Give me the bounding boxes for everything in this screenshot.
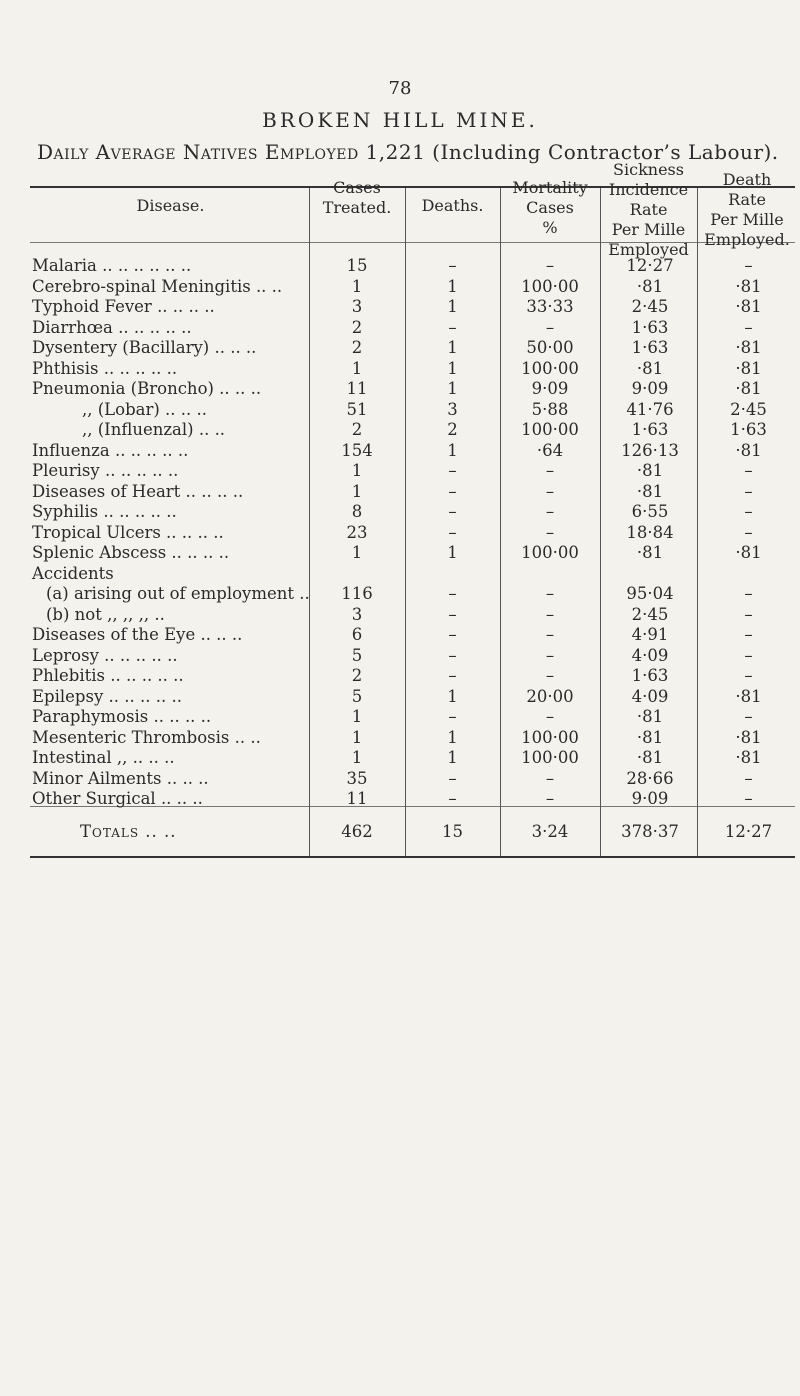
table-row [32, 646, 797, 667]
deaths-cell: – [448, 481, 457, 501]
disease-cell: (b) not ,, ,, ,, .. [46, 604, 165, 624]
sickness-rate-cell: 1·63 [631, 317, 669, 337]
table-row [32, 666, 797, 687]
header-sickness-line: Per Mille [611, 220, 686, 239]
cases-cell: 1 [351, 481, 363, 501]
sickness-rate-cell: 12·27 [626, 256, 674, 275]
header-cases [309, 178, 405, 218]
death-rate-cell: 2·45 [730, 399, 767, 419]
disease-cell: Malaria .. .. .. .. .. .. [32, 256, 192, 275]
death-rate-cell: – [744, 666, 753, 685]
cases-cell: 3 [351, 604, 363, 624]
death-rate-cell [700, 564, 797, 585]
disease-cell: Accidents [32, 563, 114, 583]
sickness-rate-cell: ·81 [636, 276, 664, 296]
cases-cell: 6 [351, 625, 363, 644]
death-rate-cell: – [744, 768, 753, 788]
table-row [32, 277, 797, 298]
table-row [32, 400, 797, 421]
header-death-rate [697, 170, 797, 250]
table-row [32, 256, 797, 277]
mortality-cell: 100·00 [521, 358, 579, 378]
disease-table [32, 256, 797, 810]
death-rate-cell: ·81 [735, 358, 762, 378]
bottom-rule [30, 856, 795, 858]
header-mortality [500, 178, 600, 238]
mortality-cell: – [545, 481, 555, 501]
disease-cell: Minor Ailments .. .. .. [32, 768, 209, 788]
disease-cell: Diseases of the Eye .. .. .. [32, 625, 243, 644]
cases-cell: 5 [351, 645, 363, 665]
table-row [32, 441, 797, 462]
sickness-rate-cell: 126·13 [621, 440, 679, 460]
sickness-rate-cell: 1·63 [631, 420, 669, 439]
disease-cell: Dysentery (Bacillary) .. .. .. [32, 338, 257, 357]
death-rate-cell: ·81 [735, 276, 762, 296]
mortality-cell: 9·09 [531, 379, 569, 398]
cases-cell: 1 [351, 707, 363, 726]
cases-cell: 1 [351, 358, 363, 378]
sickness-rate-cell: 4·09 [631, 686, 669, 706]
cases-cell: 51 [346, 399, 368, 419]
disease-cell: ,, (Lobar) .. .. .. [82, 399, 207, 419]
table-row [32, 543, 797, 564]
mortality-cell: – [545, 707, 555, 726]
table-row [32, 359, 797, 380]
disease-cell: Typhoid Fever .. .. .. .. [32, 297, 215, 316]
deaths-cell: – [448, 768, 457, 788]
sickness-rate-cell: ·81 [636, 481, 664, 501]
sickness-rate-cell: 4·91 [631, 625, 669, 644]
death-rate-cell: – [744, 645, 753, 665]
deaths-cell: 1 [447, 338, 458, 357]
page-number: 78 [388, 78, 412, 99]
deaths-cell: 1 [447, 748, 458, 767]
header-disease: Disease. [136, 196, 205, 215]
disease-cell: Pleurisy .. .. .. .. .. [32, 461, 179, 480]
cases-cell: 2 [351, 666, 363, 685]
disease-cell: Influenza .. .. .. .. .. [32, 440, 189, 460]
totals-cases: 462 [341, 822, 373, 841]
cases-cell: 23 [346, 522, 368, 542]
deaths-cell: 1 [447, 297, 458, 316]
cases-cell: 15 [346, 256, 368, 275]
table-row [32, 338, 797, 359]
death-rate-cell: ·81 [735, 727, 762, 747]
deaths-cell: 1 [447, 686, 458, 706]
subtitle-rest: 1,221 (Including Contractor’s Labour). [365, 140, 779, 164]
header-deaths: Deaths. [421, 196, 484, 215]
mortality-cell: – [545, 256, 555, 275]
header-death-rate-line: Employed. [704, 230, 790, 249]
mortality-cell: – [545, 768, 555, 788]
table-row [32, 584, 797, 605]
mortality-cell: 100·00 [521, 543, 579, 562]
sickness-rate-cell: ·81 [636, 461, 664, 480]
death-rate-cell: – [744, 522, 753, 542]
cases-cell: 5 [351, 686, 363, 706]
deaths-cell [405, 564, 500, 585]
deaths-cell: – [448, 256, 457, 275]
deaths-cell: – [448, 707, 457, 726]
sickness-rate-cell: 28·66 [626, 768, 674, 788]
disease-cell: (a) arising out of employment .. [46, 584, 310, 603]
mortality-cell: ·64 [536, 440, 564, 460]
sickness-rate-cell: ·81 [636, 727, 664, 747]
mortality-cell: 100·00 [521, 748, 579, 767]
cases-cell: 11 [346, 379, 368, 398]
table-row [32, 318, 797, 339]
table-row [32, 502, 797, 523]
sickness-rate-cell: 4·09 [631, 645, 669, 665]
mortality-cell: – [545, 317, 555, 337]
sickness-rate-cell: 9·09 [631, 789, 669, 808]
deaths-cell: 1 [447, 543, 458, 562]
totals-mortality: 3·24 [531, 822, 569, 841]
sickness-rate-cell: 2·45 [631, 604, 669, 624]
cases-cell: 1 [351, 276, 363, 296]
disease-cell: Splenic Abscess .. .. .. .. [32, 543, 230, 562]
mortality-cell: – [545, 789, 555, 808]
table-row [32, 625, 797, 646]
header-mortality-line: Mortality [512, 178, 588, 197]
sickness-rate-cell: 6·55 [631, 502, 669, 521]
deaths-cell: 1 [447, 358, 458, 378]
sickness-rate-cell: 95·04 [626, 584, 674, 603]
death-rate-cell: ·81 [735, 338, 762, 357]
header-cases-line: Cases [333, 178, 381, 197]
table-row [32, 748, 797, 769]
totals-deaths: 15 [442, 822, 463, 841]
death-rate-cell: – [744, 625, 753, 644]
table-row [32, 461, 797, 482]
deaths-cell: 1 [447, 440, 458, 460]
mortality-cell: – [545, 645, 555, 665]
mortality-cell: 100·00 [521, 727, 579, 747]
table-row [32, 605, 797, 626]
deaths-cell: – [448, 584, 457, 603]
sickness-rate-cell: 9·09 [631, 379, 669, 398]
death-rate-cell: ·81 [735, 686, 762, 706]
deaths-cell: 1 [447, 379, 458, 398]
table-row [32, 379, 797, 400]
table-row [32, 420, 797, 441]
disease-cell: Other Surgical .. .. .. [32, 789, 203, 808]
deaths-cell: 2 [447, 420, 458, 439]
table-row [32, 769, 797, 790]
disease-cell: Pneumonia (Broncho) .. .. .. [32, 379, 262, 398]
cases-cell: 1 [351, 727, 363, 747]
death-rate-cell: – [744, 461, 753, 480]
death-rate-cell: ·81 [735, 297, 762, 316]
header-death-rate-line: Death [722, 170, 772, 189]
deaths-cell: – [448, 645, 457, 665]
deaths-cell: – [448, 461, 457, 480]
disease-cell: Intestinal ,, .. .. .. [32, 748, 175, 767]
cases-cell: 1 [351, 748, 363, 767]
header-death-rate-line: Per Mille [710, 210, 784, 229]
mortality-cell: – [545, 584, 555, 603]
mortality-cell: 100·00 [521, 420, 579, 439]
totals-death-rate: 12·27 [724, 822, 773, 841]
disease-cell: Phlebitis .. .. .. .. .. [32, 666, 184, 685]
mortality-cell: – [545, 522, 555, 542]
disease-cell: Leprosy .. .. .. .. .. [32, 645, 178, 665]
sickness-rate-cell: ·81 [636, 707, 664, 726]
table-row [32, 687, 797, 708]
mortality-cell [500, 564, 600, 585]
header-mortality-line: Cases [526, 198, 574, 217]
sickness-rate-cell: ·81 [636, 748, 664, 767]
table-row [32, 482, 797, 503]
mortality-cell: – [545, 502, 555, 521]
disease-cell: Diarrhœa .. .. .. .. .. [32, 317, 192, 337]
cases-cell: 1 [351, 461, 363, 480]
deaths-cell: – [448, 502, 457, 521]
sickness-rate-cell: 1·63 [631, 338, 669, 357]
disease-cell: Syphilis .. .. .. .. .. [32, 502, 177, 521]
header-mortality-line: % [542, 218, 558, 237]
mortality-cell: 50·00 [526, 338, 574, 357]
header-sickness [600, 160, 697, 260]
table-row [32, 789, 797, 810]
table-row [32, 707, 797, 728]
sickness-rate-cell: 18·84 [626, 522, 674, 542]
mortality-cell: 20·00 [526, 686, 574, 706]
cases-cell: 154 [341, 440, 373, 460]
sickness-rate-cell [600, 564, 700, 585]
disease-cell: Mesenteric Thrombosis .. .. [32, 727, 261, 747]
mortality-cell: – [545, 604, 555, 624]
deaths-cell: 1 [447, 727, 458, 747]
header-sickness-line: Employed [608, 240, 689, 259]
deaths-cell: – [448, 666, 457, 685]
mortality-cell: 5·88 [531, 399, 569, 419]
disease-cell: Epilepsy .. .. .. .. .. [32, 686, 182, 706]
disease-cell: Cerebro-spinal Meningitis .. .. [32, 276, 283, 296]
deaths-cell: 3 [447, 399, 458, 419]
header-death-rate-line: Rate [728, 190, 766, 209]
death-rate-cell: – [744, 256, 753, 275]
header-cases-line: Treated. [322, 198, 392, 217]
disease-cell: Diseases of Heart .. .. .. .. [32, 481, 244, 501]
table-row [32, 523, 797, 544]
deaths-cell: – [448, 789, 457, 808]
cases-cell: 2 [351, 338, 363, 357]
header-sickness-line: Sickness [613, 160, 684, 179]
disease-cell: Tropical Ulcers .. .. .. .. [32, 522, 224, 542]
header-sickness-line: Rate [629, 200, 668, 219]
deaths-cell: – [448, 625, 457, 644]
cases-cell: 11 [346, 789, 368, 808]
deaths-cell: 1 [447, 276, 458, 296]
subtitle-prefix: Daily Average Natives Employed [37, 140, 359, 164]
cases-cell: 2 [351, 317, 363, 337]
death-rate-cell: – [744, 789, 753, 808]
table-row [32, 297, 797, 318]
death-rate-cell: – [744, 481, 753, 501]
deaths-cell: – [448, 317, 457, 337]
death-rate-cell: ·81 [735, 379, 762, 398]
death-rate-cell: ·81 [735, 543, 762, 562]
death-rate-cell: ·81 [735, 748, 762, 767]
mortality-cell: 100·00 [521, 276, 579, 296]
deaths-cell: – [448, 604, 457, 624]
sickness-rate-cell: ·81 [636, 358, 664, 378]
death-rate-cell: 1·63 [730, 420, 767, 439]
disease-cell: ,, (Influenzal) .. .. [82, 420, 226, 439]
death-rate-cell: – [744, 604, 753, 624]
table-row [32, 564, 797, 585]
cases-cell: 8 [351, 502, 363, 521]
table-row [32, 728, 797, 749]
cases-cell: 35 [346, 768, 368, 788]
mortality-cell: 33·33 [526, 297, 574, 316]
death-rate-cell: – [744, 317, 753, 337]
totals-label: Totals .. .. [80, 822, 177, 841]
sickness-rate-cell: ·81 [636, 543, 664, 562]
cases-cell: 116 [341, 584, 373, 603]
sickness-rate-cell: 1·63 [631, 666, 669, 685]
mortality-cell: – [545, 625, 555, 644]
sickness-rate-cell: 41·76 [626, 399, 674, 419]
mortality-cell: – [545, 666, 555, 685]
disease-cell: Phthisis .. .. .. .. .. [32, 358, 178, 378]
death-rate-cell: – [744, 707, 753, 726]
cases-cell: 2 [351, 420, 363, 439]
page-title: BROKEN HILL MINE. [262, 108, 538, 132]
death-rate-cell: – [744, 502, 753, 521]
cases-cell [309, 564, 405, 585]
header-sickness-line: Incidence [608, 180, 689, 199]
deaths-cell: – [448, 522, 457, 542]
cases-cell: 1 [351, 543, 363, 562]
disease-cell: Paraphymosis .. .. .. .. [32, 707, 212, 726]
sickness-rate-cell: 2·45 [631, 297, 669, 316]
mortality-cell: – [545, 461, 555, 480]
cases-cell: 3 [351, 297, 363, 316]
totals-sickness: 378·37 [621, 822, 679, 841]
death-rate-cell: – [744, 584, 753, 603]
death-rate-cell: ·81 [735, 440, 762, 460]
